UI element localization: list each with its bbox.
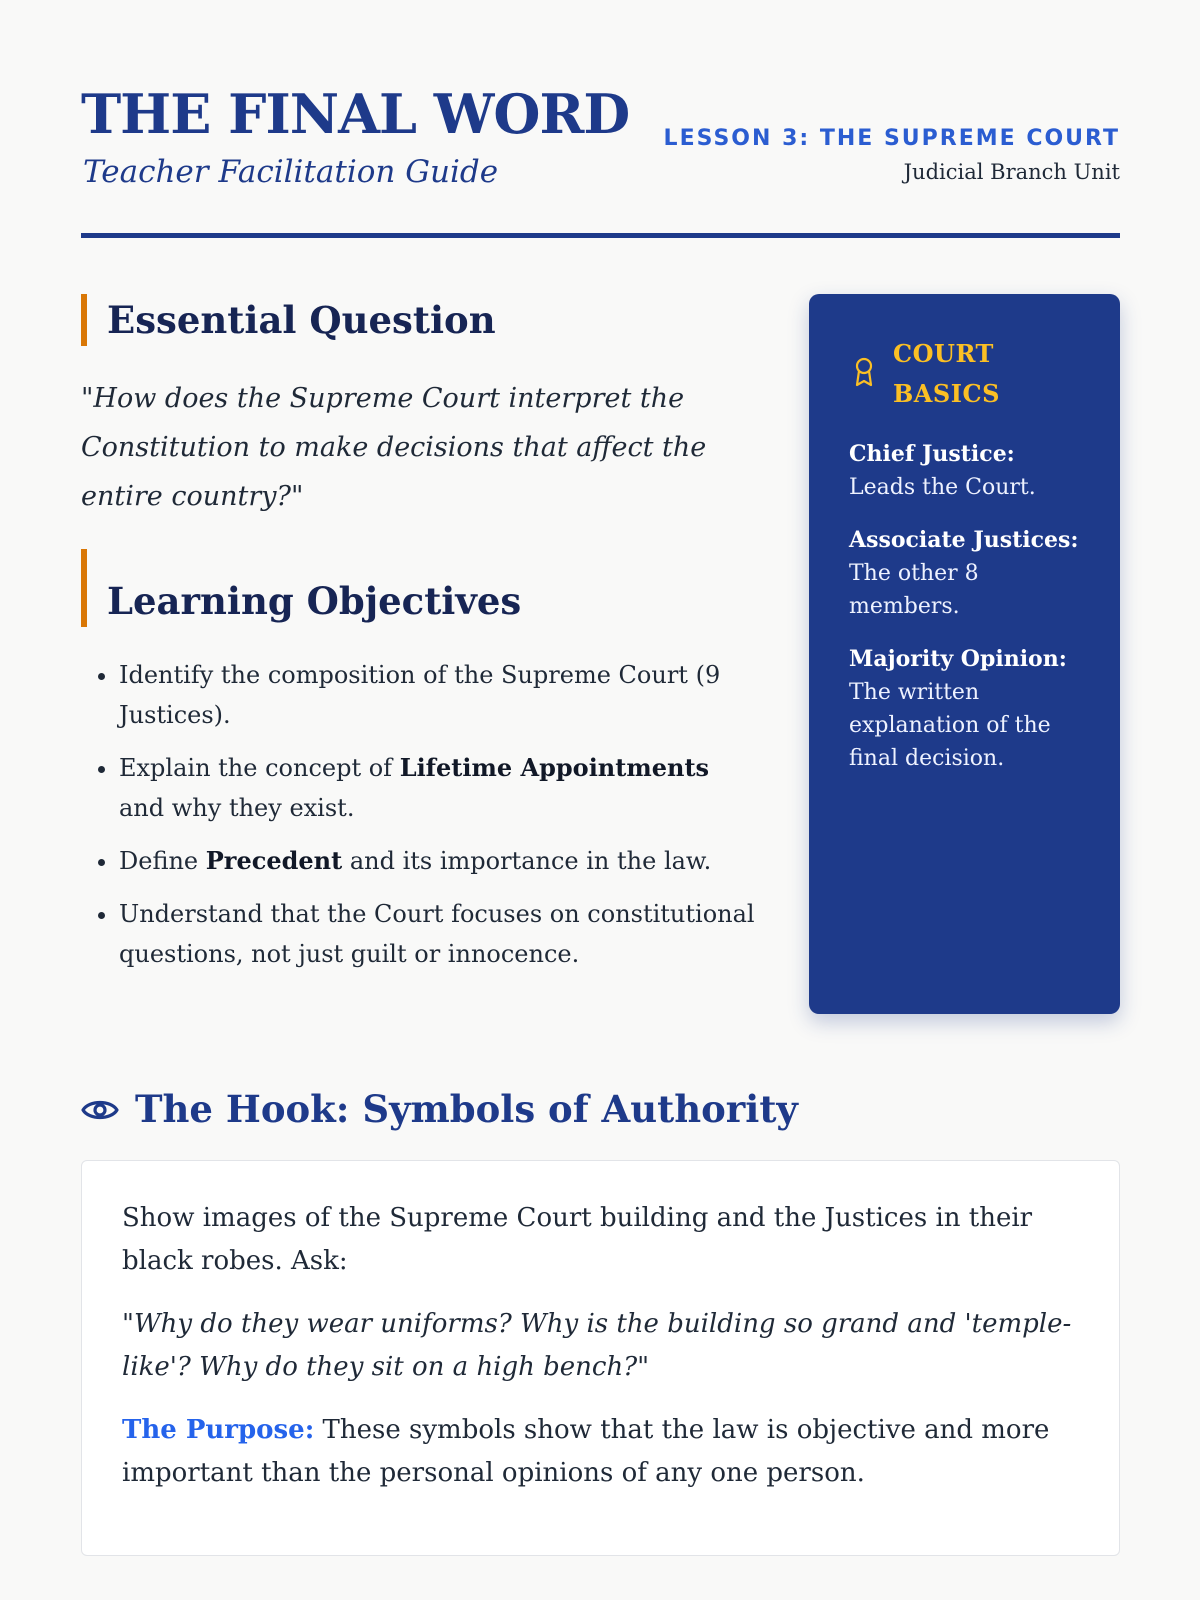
objective-text: Understand that the Court focuses on constitutional questions, not just guilt or innocence.	[119, 900, 755, 968]
header-divider	[81, 233, 1120, 238]
sidebar-definition	[849, 438, 1080, 504]
page-subtitle: Teacher Facilitation Guide	[83, 154, 499, 190]
page-header	[81, 82, 1120, 242]
hook-intro: Show images of the Supreme Court building and the Justices in their black robes. Ask:	[122, 1203, 1033, 1276]
sidebar-definition	[849, 524, 1080, 623]
sidebar-title	[849, 334, 1080, 414]
sidebar-definition	[849, 643, 1080, 775]
list-item	[119, 841, 761, 881]
list-item	[119, 748, 761, 828]
objective-text: and why they exist.	[119, 794, 355, 822]
definition-text: Leads the Court.	[849, 475, 1036, 500]
purpose-label: The Purpose:	[122, 1415, 315, 1445]
essential-question-heading-text: Essential Question	[107, 298, 496, 342]
definition-term: Majority Opinion:	[849, 646, 1067, 672]
objective-text: and its importance in the law.	[342, 847, 712, 875]
objective-key-term: Lifetime Appointments	[399, 753, 710, 782]
award-icon	[853, 356, 875, 388]
hook-card	[81, 1160, 1120, 1556]
essential-question-heading	[81, 294, 761, 346]
purpose-text: These symbols show that the law is objective and more important than the personal opinions of any one person.	[122, 1415, 1050, 1488]
learning-objectives-heading-text: Learning Objectives	[107, 579, 522, 623]
objective-key-term: Precedent	[205, 846, 343, 875]
objective-text: Explain the concept of	[119, 754, 400, 782]
eye-icon	[81, 1091, 119, 1129]
objective-text: Define	[119, 847, 206, 875]
lesson-label: LESSON 3: THE SUPREME COURT	[663, 126, 1120, 151]
court-basics-sidebar	[809, 294, 1120, 1014]
definition-term: Associate Justices:	[849, 527, 1079, 553]
objectives-list	[81, 655, 761, 974]
learning-objectives-heading	[81, 549, 761, 627]
sidebar-title-text: COURT BASICS	[893, 339, 1000, 408]
definition-text: The other 8 members.	[849, 561, 979, 619]
objective-text: Identify the composition of the Supreme Court (9 Justices).	[119, 661, 721, 729]
hook-quote: "Why do they wear uniforms? Why is the building so grand and 'temple-like'? Why do they sit on a high bench?"	[122, 1309, 1072, 1382]
list-item	[119, 894, 761, 974]
definition-term: Chief Justice:	[849, 441, 1015, 467]
list-item	[119, 655, 761, 735]
main-column	[81, 294, 761, 987]
page-title: THE FINAL WORD	[81, 82, 630, 146]
hook-heading-text: The Hook: Symbols of Authority	[135, 1087, 798, 1131]
unit-label: Judicial Branch Unit	[903, 160, 1120, 184]
definition-text: The written explanation of the final decision.	[849, 680, 1051, 771]
essential-question-text: "How does the Supreme Court interpret the Constitution to make decisions that affect the entire country?"	[81, 383, 707, 512]
heading-accent-bar	[81, 294, 87, 346]
heading-accent-bar	[81, 549, 87, 627]
hook-purpose	[122, 1409, 1079, 1495]
hook-heading	[81, 1085, 798, 1133]
